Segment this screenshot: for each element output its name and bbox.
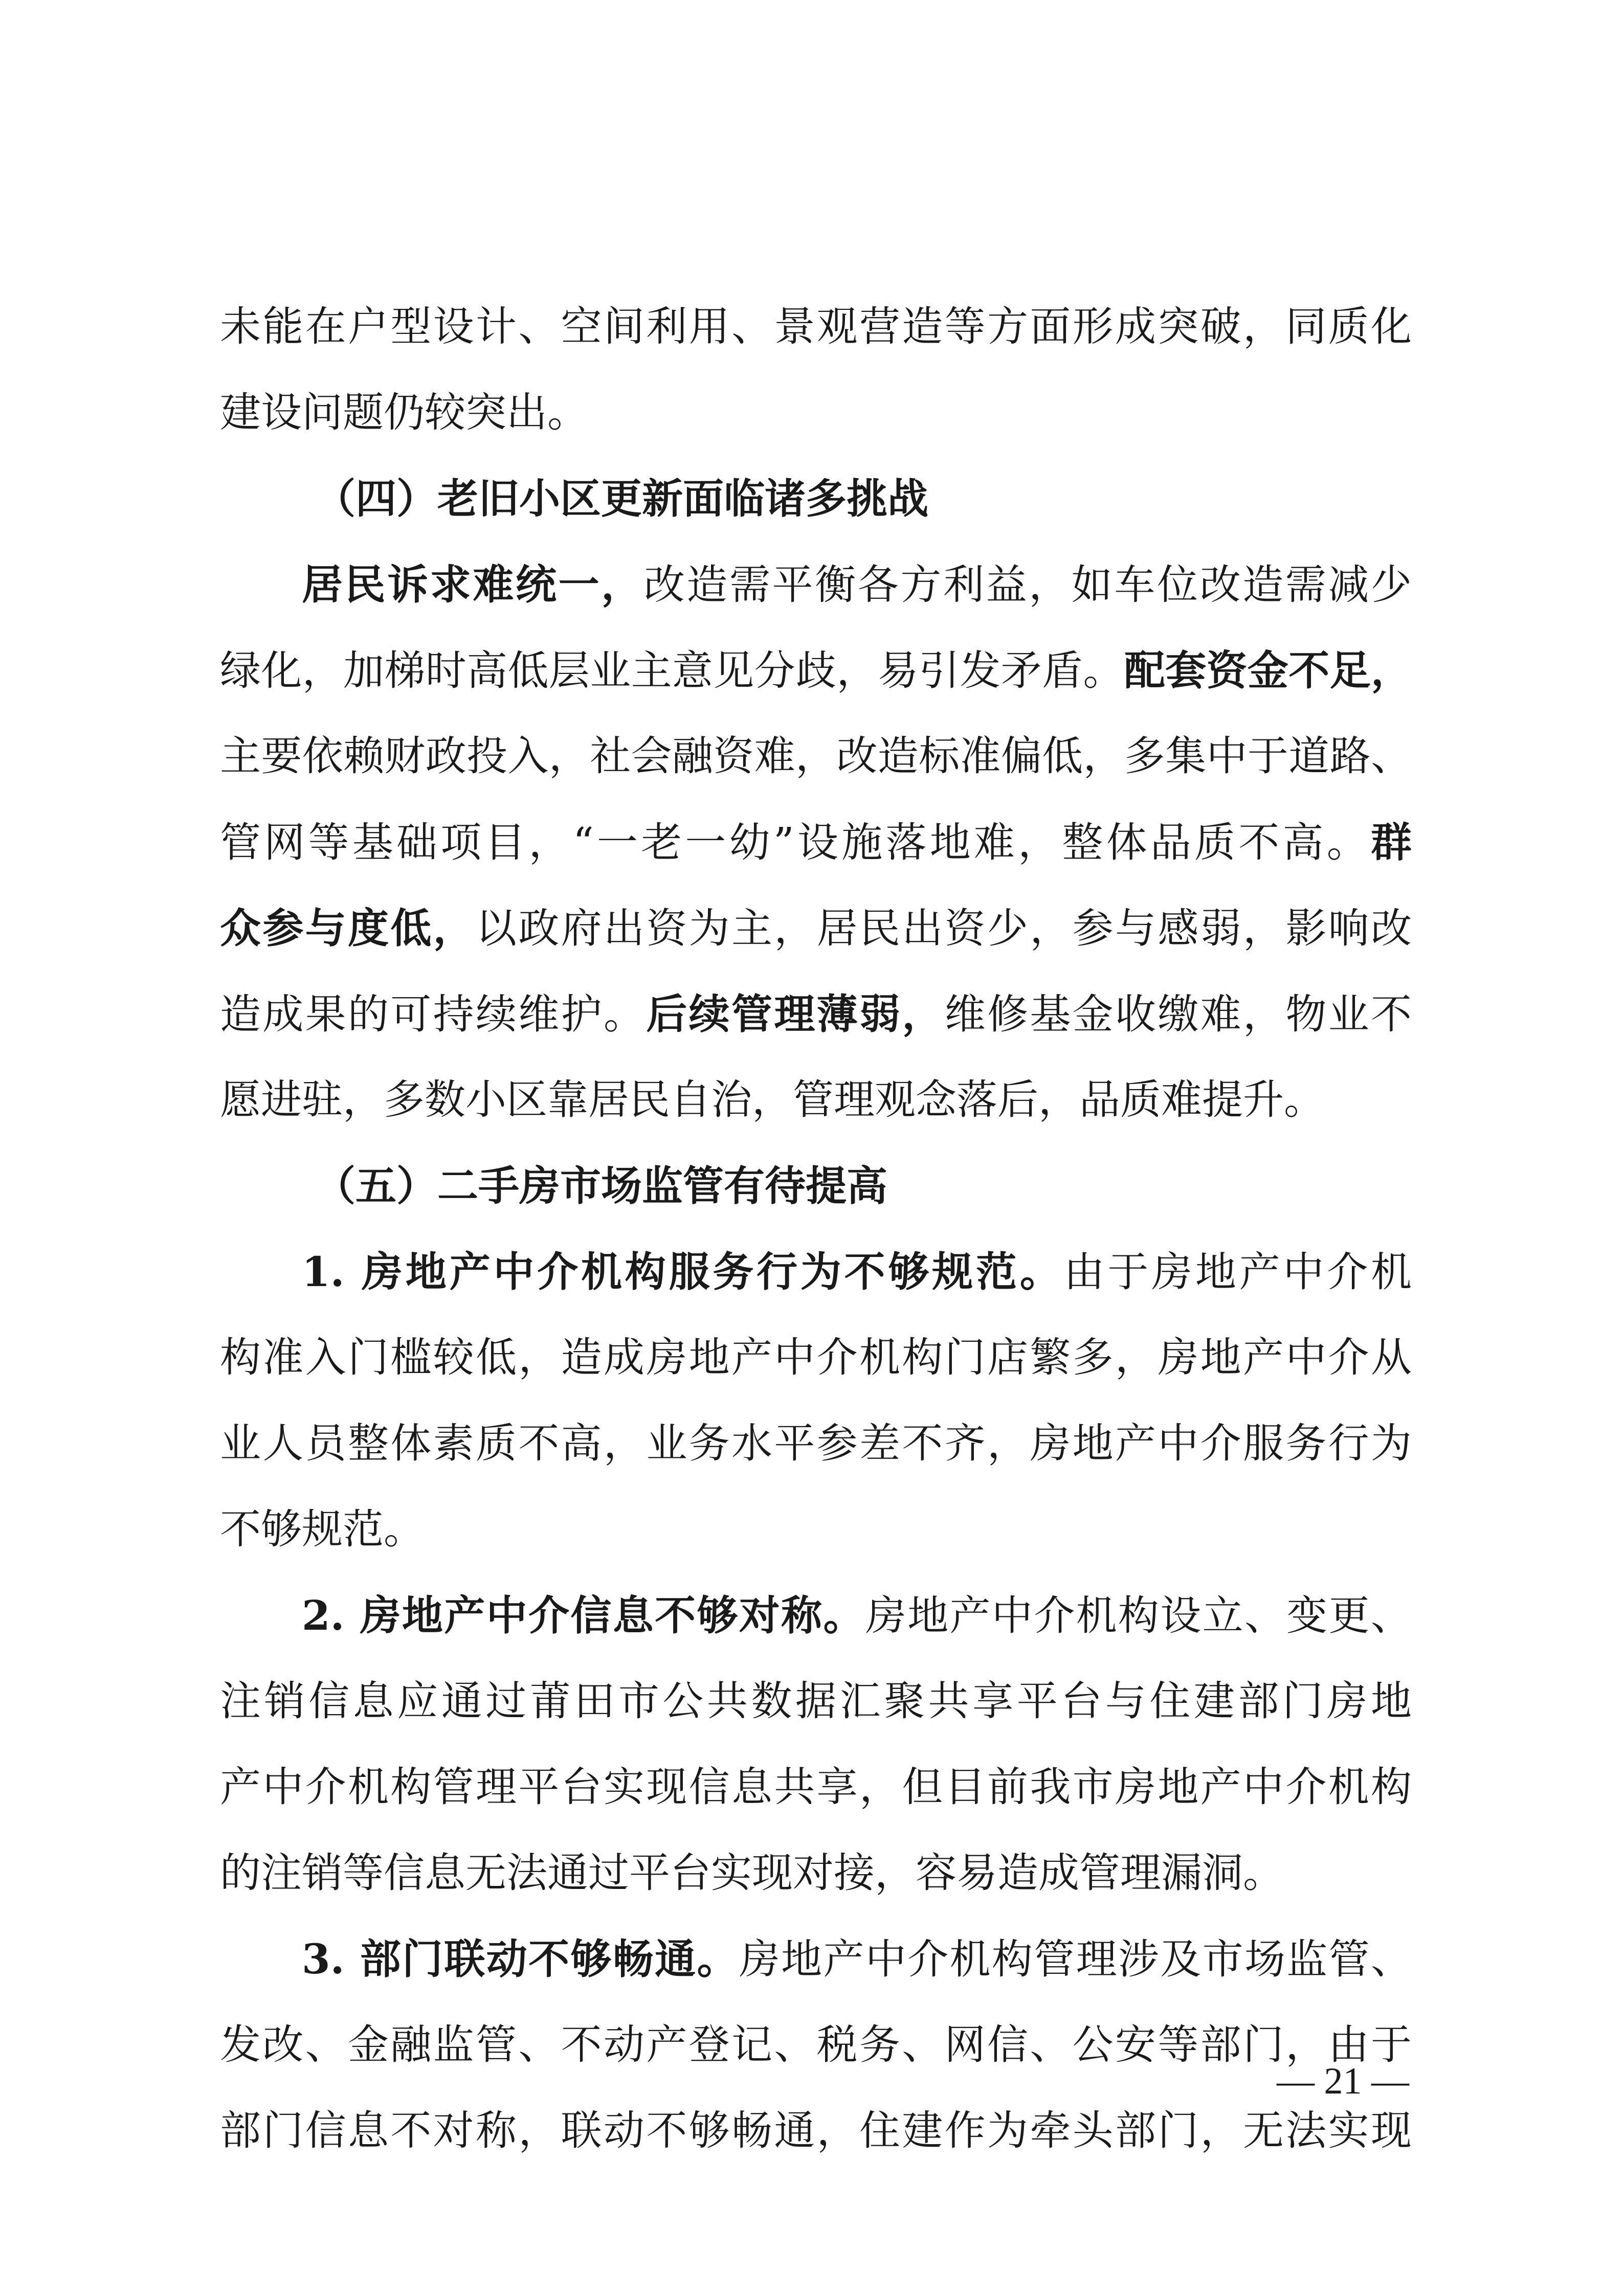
line-text: 造成果的可持续维护。 <box>220 991 647 1038</box>
paragraph-line <box>220 1229 1412 1315</box>
bold-lead: 1. 房地产中介机构服务行为不够规范。 <box>302 1248 1064 1296</box>
paragraph-line <box>220 1830 1412 1916</box>
line-text: 主要依赖财政投入，社会融资难，改造标准偏低，多集中于道路、 <box>220 732 1412 780</box>
paragraph-line <box>220 799 1412 885</box>
paragraph-line <box>220 1916 1412 2002</box>
heading-text: （四）老旧小区更新面临诸多挑战 <box>315 475 928 523</box>
line-text: 发改、金融监管、不动产登记、税务、网信、公安等部门，由于 <box>220 2021 1412 2068</box>
bold-lead: 居民诉求难统一， <box>302 560 644 609</box>
line-text: 由于房地产中介机 <box>1063 1248 1412 1296</box>
paragraph-line <box>220 971 1412 1057</box>
bold-lead: 后续管理薄弱， <box>646 990 945 1038</box>
line-text: 不够规范。 <box>220 1505 425 1553</box>
bold-lead: 群 <box>1371 818 1412 866</box>
line-text: 以政府出资为主，居民出资少，参与感弱，影响改 <box>476 905 1412 952</box>
section-heading <box>220 1143 1412 1229</box>
paragraph-line <box>220 1057 1412 1143</box>
paragraph-line <box>220 1487 1412 1572</box>
line-text: 愿进驻，多数小区靠居民自治，管理观念落后，品质难提升。 <box>220 1076 1325 1123</box>
paragraph-line <box>220 370 1412 456</box>
line-text: 构准入门槛较低，造成房地产中介机构门店繁多，房地产中介从 <box>220 1334 1412 1381</box>
line-text: 绿化，加梯时高低层业主意见分歧，易引发矛盾。 <box>220 647 1124 694</box>
line-text: 注销信息应通过莆田市公共数据汇聚共享平台与住建部门房地 <box>220 1677 1412 1725</box>
bold-lead: 配套资金不足， <box>1124 646 1412 694</box>
paragraph-line <box>220 885 1412 971</box>
paragraph-line <box>220 713 1412 799</box>
paragraph-line <box>220 284 1412 370</box>
line-text: 管网等基础项目，“一老一幼”设施落地难，整体品质不高。 <box>220 819 1371 866</box>
line-text: 的注销等信息无法通过平台实现对接，容易造成管理漏洞。 <box>220 1849 1284 1897</box>
line-text: 房地产中介机构管理涉及市场监管、 <box>739 1935 1412 1983</box>
paragraph-line <box>220 1401 1412 1487</box>
bold-lead: 3. 部门联动不够畅通。 <box>302 1935 739 1983</box>
heading-text: （五）二手房市场监管有待提高 <box>315 1162 887 1210</box>
paragraph-line <box>220 2002 1412 2088</box>
bold-lead: 众参与度低， <box>220 904 476 952</box>
line-text: 部门信息不对称，联动不够畅通，住建作为牵头部门，无法实现 <box>220 2107 1412 2154</box>
body-text <box>220 284 1412 2174</box>
paragraph-line <box>220 627 1412 713</box>
page-number: — 21 — <box>1277 2060 1409 2102</box>
paragraph-line <box>220 1658 1412 1744</box>
paragraph-line <box>220 1572 1412 1658</box>
line-text: 产中介机构管理平台实现信息共享，但目前我市房地产中介机构 <box>220 1763 1412 1811</box>
line-text: 业人员整体素质不高，业务水平参差不齐，房地产中介服务行为 <box>220 1420 1412 1467</box>
paragraph-line <box>220 542 1412 627</box>
paragraph-line <box>220 2088 1412 2174</box>
section-heading <box>220 456 1412 542</box>
line-text: 未能在户型设计、空间利用、景观营造等方面形成突破，同质化 <box>220 303 1412 350</box>
line-text: 建设问题仍较突出。 <box>220 389 588 436</box>
line-text: 改造需平衡各方利益，如车位改造需减少 <box>643 561 1412 609</box>
paragraph-line <box>220 1315 1412 1401</box>
line-text: 维修基金收缴难，物业不 <box>944 991 1412 1038</box>
bold-lead: 2. 房地产中介信息不够对称。 <box>302 1591 865 1639</box>
paragraph-line <box>220 1744 1412 1830</box>
line-text: 房地产中介机构设立、变更、 <box>865 1592 1412 1639</box>
